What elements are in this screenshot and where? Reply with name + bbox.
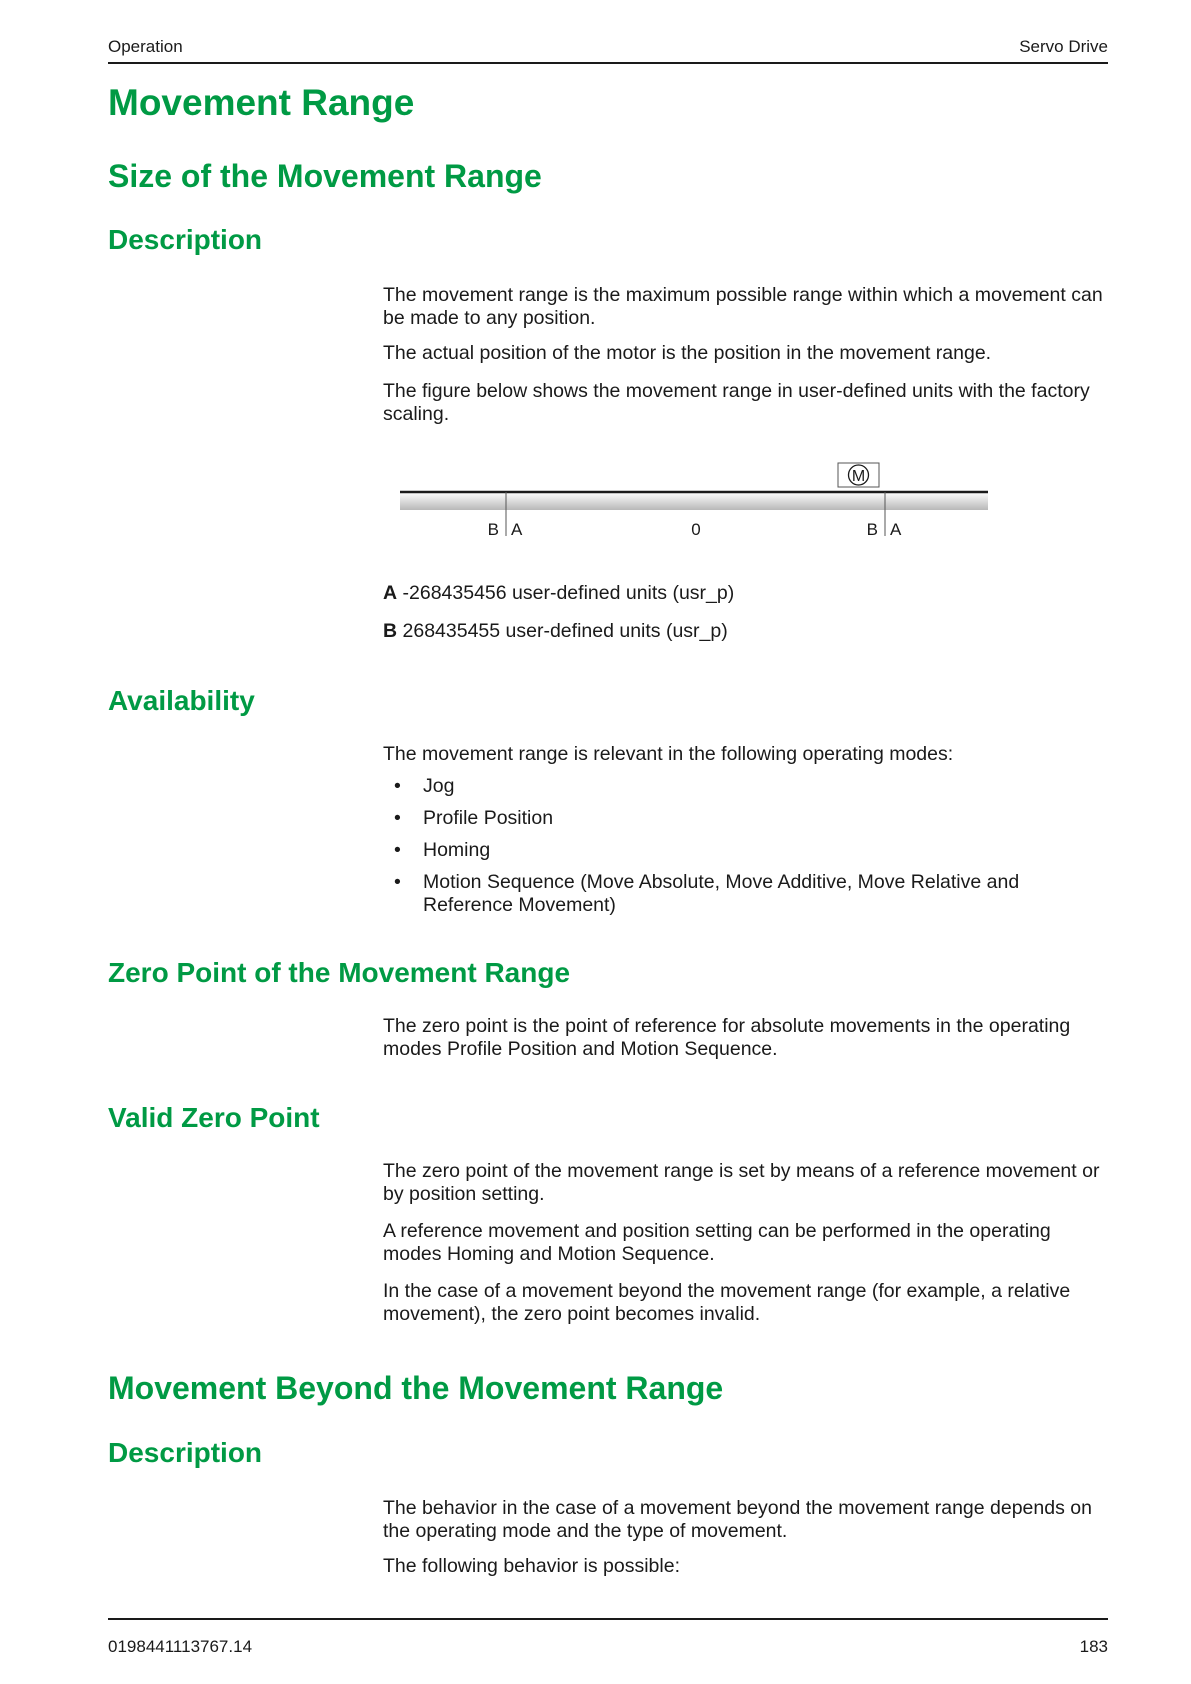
size-paragraph-1: The movement range is the maximum possible range within which a movement can be made to any position. — [383, 284, 1103, 329]
label-a-right: A — [890, 520, 902, 539]
header-rule — [108, 62, 1108, 64]
availability-intro: The movement range is relevant in the following operating modes: — [383, 743, 954, 765]
bullet-icon: • — [394, 775, 401, 797]
bullet-icon: • — [394, 807, 401, 829]
heading-size-description: Description — [108, 224, 263, 255]
movement-range-figure — [395, 458, 995, 540]
heading-beyond-description: Description — [108, 1437, 263, 1468]
heading-movement-beyond: Movement Beyond the Movement Range — [108, 1370, 724, 1406]
header-section-title: Operation — [108, 37, 183, 56]
valid-zero-paragraph-2: A reference movement and position setting can be performed in the operating modes Homing and Motion Sequence. — [383, 1220, 1051, 1265]
motor-label: M — [851, 468, 866, 485]
list-item: Profile Position — [423, 807, 554, 829]
label-b-right: B — [866, 520, 878, 539]
motor-icon — [838, 463, 879, 487]
page-title: Movement Range — [108, 82, 415, 123]
beyond-paragraph-2: The following behavior is possible: — [383, 1555, 680, 1577]
legend-b-text: 268435455 user-defined units (usr_p) — [397, 620, 728, 642]
size-paragraph-3: The figure below shows the movement range in user-defined units with the factory scaling. — [383, 380, 1090, 425]
axis-rail — [400, 492, 988, 510]
valid-zero-paragraph-3: In the case of a movement beyond the movement range (for example, a relative movement), the zero point becomes invalid. — [383, 1280, 1071, 1325]
heading-valid-zero-point: Valid Zero Point — [108, 1102, 320, 1133]
list-item: Homing — [423, 839, 491, 861]
legend-a — [383, 582, 734, 605]
heading-availability: Availability — [108, 685, 255, 716]
bullet-icon: • — [394, 871, 401, 893]
size-paragraph-2: The actual position of the motor is the position in the movement range. — [383, 342, 992, 364]
label-zero: 0 — [691, 520, 701, 539]
heading-zero-point: Zero Point of the Movement Range — [108, 957, 571, 988]
beyond-paragraph-1: The behavior in the case of a movement beyond the movement range depends on the operating mode and the type of movement. — [383, 1497, 1092, 1542]
heading-size-of-movement-range: Size of the Movement Range — [108, 158, 542, 194]
legend-a-key: A — [383, 582, 398, 604]
zero-point-paragraph: The zero point is the point of reference for absolute movements in the operating modes Profile Position and Motion Sequence. — [383, 1015, 1071, 1060]
valid-zero-paragraph-1: The zero point of the movement range is set by means of a reference movement or by position setting. — [383, 1160, 1100, 1205]
legend-b — [383, 620, 728, 643]
list-item: Motion Sequence (Move Absolute, Move Additive, Move Relative and Reference Movement) — [423, 871, 1020, 916]
footer-doc-number: 0198441113767.14 — [108, 1637, 253, 1656]
legend-a-text: -268435456 user-defined units (usr_p) — [397, 582, 735, 604]
legend-b-key: B — [383, 620, 398, 642]
footer-rule — [108, 1618, 1108, 1620]
footer-page-number: 183 — [1079, 1637, 1108, 1656]
header-product-name: Servo Drive — [1019, 37, 1108, 56]
list-item: Jog — [423, 775, 455, 797]
label-a-left: A — [511, 520, 523, 539]
bullet-icon: • — [394, 839, 401, 861]
label-b-left: B — [487, 520, 499, 539]
